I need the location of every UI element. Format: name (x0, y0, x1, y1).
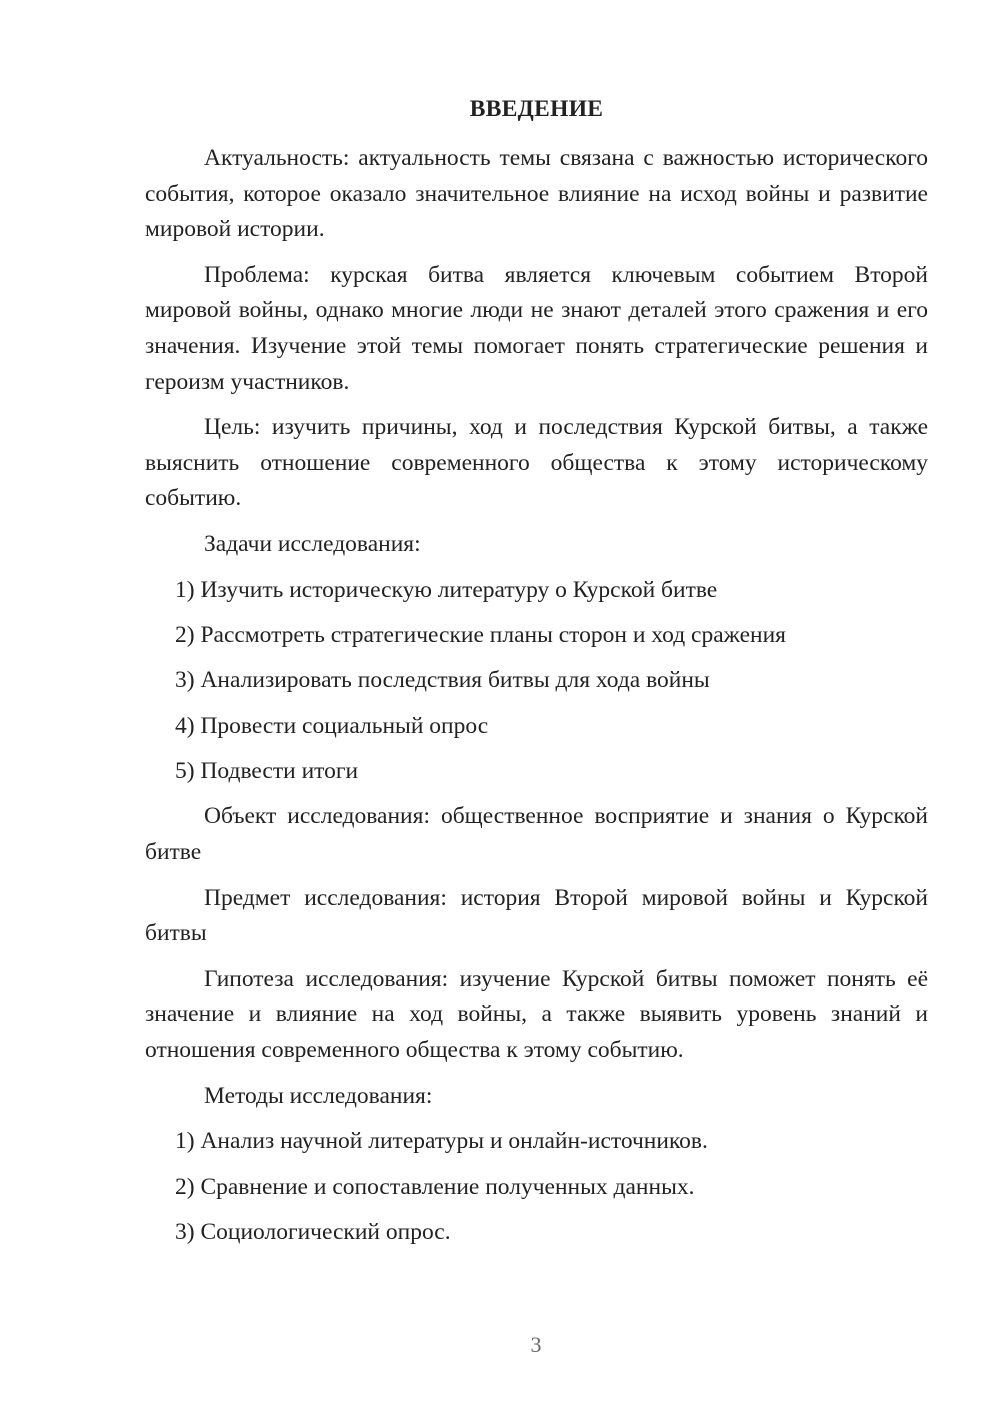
page-number: 3 (530, 1332, 542, 1357)
task-item: 4) Провести социальный опрос (175, 712, 489, 739)
task-item: 2) Рассмотреть стратегические планы сторон и ход сражения (175, 621, 786, 648)
methods-heading: Методы исследования: (204, 1082, 433, 1109)
problem-paragraph: Проблема: курская битва является ключевым событием Второй мировой войны, однако многие люди не знают деталей этого сражения и его значения. Изучение этой темы помогает понять стратегические решения и героизм участников. (145, 261, 928, 395)
subject-paragraph: Предмет исследования: история Второй мировой войны и Курской битвы (145, 884, 928, 947)
method-item: 3) Социологический опрос. (175, 1219, 451, 1246)
document-body (145, 141, 928, 1260)
task-item: 3) Анализировать последствия битвы для хода войны (175, 667, 710, 694)
goal-paragraph: Цель: изучить причины, ход и последствия Курской битвы, а также выяснить отношение современного общества к этому историческому событию. (145, 414, 928, 512)
task-item: 1) Изучить историческую литературу о Курской битве (175, 576, 718, 603)
task-item: 5) Подвести итоги (175, 758, 359, 785)
object-paragraph: Объект исследования: общественное восприятие и знания о Курской битве (145, 803, 928, 866)
method-item: 1) Анализ научной литературы и онлайн-источников. (175, 1128, 708, 1155)
page-title: ВВЕДЕНИЕ (469, 96, 604, 122)
tasks-heading: Задачи исследования: (204, 530, 421, 557)
hypothesis-paragraph: Гипотеза исследования: изучение Курской битвы поможет понять её значение и влияние на ход войны, а также выявить уровень знаний и отношения современного общества к этому событию. (145, 965, 928, 1064)
relevance-paragraph: Актуальность: актуальность темы связана с важностью исторического события, которое оказало значительное влияние на исход войны и развитие мировой истории. (145, 145, 928, 243)
method-item: 2) Сравнение и сопоставление полученных данных. (175, 1173, 695, 1200)
